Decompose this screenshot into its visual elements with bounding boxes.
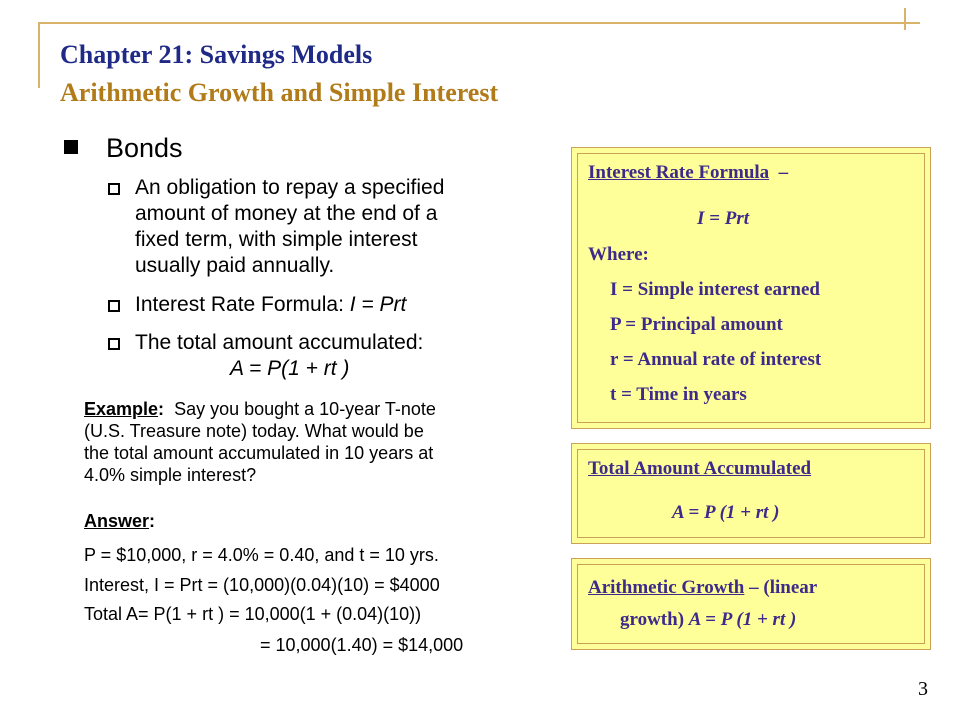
example-line: 4.0% simple interest?: [84, 465, 257, 485]
example-line: (U.S. Treasure note) today. What would be: [84, 421, 424, 441]
bullet-total-formula: A = P(1 + rt ): [230, 357, 350, 380]
box-where: Where:: [588, 244, 649, 265]
header-rule-tick: [904, 8, 906, 30]
header-rule: [38, 22, 920, 24]
box-definition: r = Annual rate of interest: [610, 349, 822, 370]
bullet-formula: I = Prt: [349, 293, 407, 316]
bullet-line: amount of money at the end of a: [135, 202, 438, 225]
box-definition: t = Time in years: [610, 384, 747, 405]
section-heading: Bonds: [106, 133, 183, 163]
example-label: Example: [84, 399, 159, 419]
answer-label: Answer: [84, 511, 150, 531]
bullet-interest-formula: [135, 292, 406, 318]
page-title: Chapter 21: Savings Models: [60, 40, 373, 69]
bullet-total-amount: The total amount accumulated:: [135, 331, 424, 354]
checkbox-bullet-icon: [108, 183, 120, 195]
checkbox-bullet-icon: [108, 300, 120, 312]
box-title: Arithmetic Growth: [588, 577, 745, 598]
header-rule-left: [38, 22, 40, 88]
checkbox-bullet-icon: [108, 338, 120, 350]
total-amount-box: [571, 443, 931, 544]
page-subtitle: Arithmetic Growth and Simple Interest: [60, 78, 499, 107]
example-line: the total amount accumulated in 10 years at: [84, 443, 434, 463]
page-number: 3: [918, 678, 928, 700]
bullet-line: usually paid annually.: [135, 254, 335, 277]
example-block: Example: Say you bought a 10-year T-note (U.S. Treasure note) today. What would be the total amount accumulated in 10 years at 4.0% simple interest?: [84, 398, 564, 486]
example-line: Say you bought a 10-year T-note: [174, 399, 436, 419]
box-definition: I = Simple interest earned: [610, 279, 820, 300]
box-title: Total Amount Accumulated: [588, 458, 812, 479]
answer-line: P = $10,000, r = 4.0% = 0.40, and t = 10 yrs.: [84, 545, 439, 565]
answer-line: Total A= P(1 + rt ) = 10,000(1 + (0.04)(10)): [84, 604, 422, 624]
box-definition: P = Principal amount: [610, 314, 783, 335]
box-formula: A = P (1 + rt ): [672, 502, 780, 523]
bullet-line: An obligation to repay a specified: [135, 176, 445, 199]
box-formula: A = P (1 + rt ): [688, 609, 797, 630]
box-title-row: Arithmetic Growth – (linear: [588, 577, 818, 598]
bullet-definition: [135, 175, 555, 279]
square-bullet-icon: [64, 140, 78, 154]
box-title: Interest Rate Formula: [588, 162, 770, 183]
bullet-text: Interest Rate Formula:: [135, 293, 350, 316]
answer-line: Interest, I = Prt = (10,000)(0.04)(10) = $4000: [84, 575, 440, 595]
arithmetic-growth-box: [571, 558, 931, 650]
box-formula: I = Prt: [697, 208, 749, 229]
interest-formula-box: Interest Rate Formula – I = Prt Where: I = Simple interest earned P = Principal amount r = Annual rate of interest t = Time in years: [571, 147, 931, 429]
box-formula-row: growth) A = P (1 + rt ): [620, 609, 797, 630]
answer-line: = 10,000(1.40) = $14,000: [260, 635, 464, 655]
bullet-line: fixed term, with simple interest: [135, 228, 418, 251]
answer-label-row: Answer:: [84, 511, 156, 531]
